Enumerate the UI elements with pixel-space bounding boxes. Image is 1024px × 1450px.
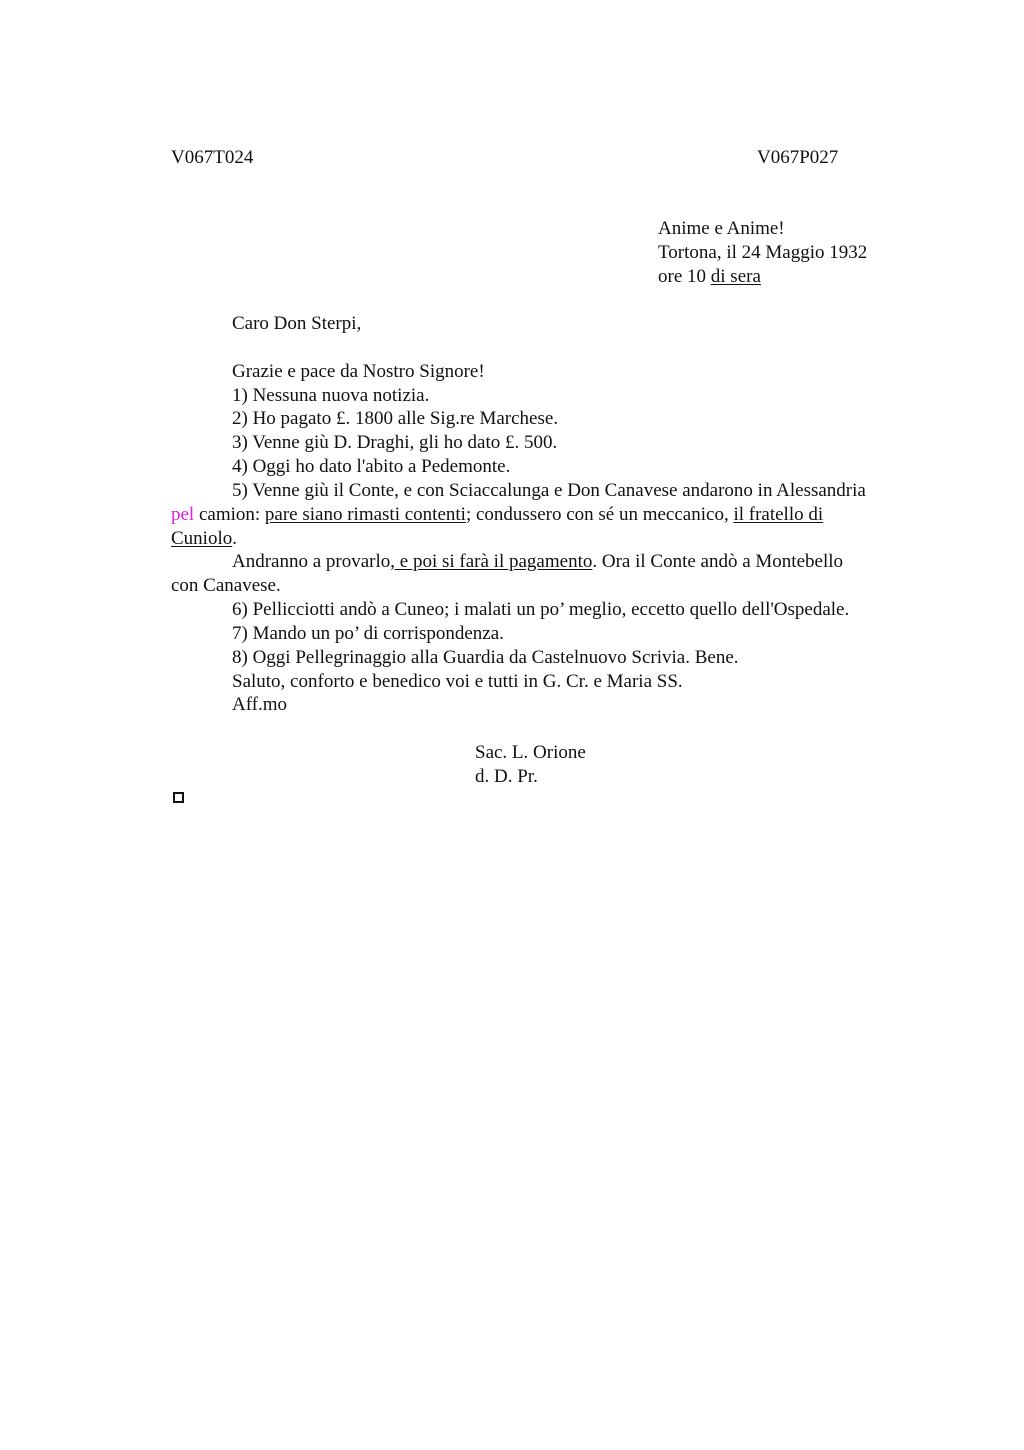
time-line: [658, 265, 761, 289]
montebello-text: . Ora il Conte andò a Montebello: [592, 551, 843, 572]
provarlo-text: Andranno a provarlo: [232, 551, 391, 572]
list-item-6: 6) Pellicciotti andò a Cuneo; i malati un po’ meglio, eccetto quello dell'Ospedale.: [232, 599, 850, 620]
motto: Anime e Anime!: [658, 218, 785, 239]
underlined-cuniolo: Cuniolo: [171, 528, 233, 549]
list-item-3: 3) Venne giù D. Draghi, gli ho dato £. 500.: [232, 432, 558, 453]
underlined-contenti: pare siano rimasti contenti: [264, 504, 466, 525]
closing: Saluto, conforto e benedico voi e tutti in G. Cr. e Maria SS.: [232, 671, 683, 692]
underlined-fratello: il fratello di: [733, 504, 824, 525]
meccanico-text: ; condussero con sé un meccanico,: [465, 504, 734, 525]
paragraph-provarlo: [232, 550, 843, 574]
list-item-1: 1) Nessuna nuova notizia.: [232, 385, 430, 406]
document-code-left: V067T024: [171, 147, 254, 168]
time-prefix: ore 10: [658, 266, 711, 287]
list-item-5-line1: 5) Venne giù il Conte, e con Sciaccalunga e Don Canavese andarono in Alessandria: [232, 480, 866, 501]
list-item-2: 2) Ho pagato £. 1800 alle Sig.re Marchese.: [232, 408, 559, 429]
end-marker-square-icon: [173, 792, 184, 803]
place-date: Tortona, il 24 Maggio 1932: [658, 242, 868, 263]
list-item-5-line2: [171, 503, 823, 527]
camion-text: camion:: [194, 504, 265, 525]
list-item-5-line3: [171, 527, 237, 551]
signature-name: Sac. L. Orione: [475, 742, 586, 763]
greeting: Grazie e pace da Nostro Signore!: [232, 361, 485, 382]
list-item-8: 8) Oggi Pellegrinaggio alla Guardia da Castelnuovo Scrivia. Bene.: [232, 647, 739, 668]
time-underlined: di sera: [710, 266, 761, 287]
period: .: [232, 528, 237, 549]
salutation: Caro Don Sterpi,: [232, 313, 362, 334]
signature-title: d. D. Pr.: [475, 766, 538, 787]
paragraph-provarlo-line2: con Canavese.: [171, 575, 281, 596]
document-code-right: V067P027: [757, 147, 839, 168]
pel-word: pel: [171, 504, 195, 525]
list-item-4: 4) Oggi ho dato l'abito a Pedemonte.: [232, 456, 511, 477]
list-item-7: 7) Mando un po’ di corrispondenza.: [232, 623, 504, 644]
affmo: Aff.mo: [232, 694, 288, 715]
underlined-pagamento: , e poi si farà il pagamento: [390, 551, 593, 572]
